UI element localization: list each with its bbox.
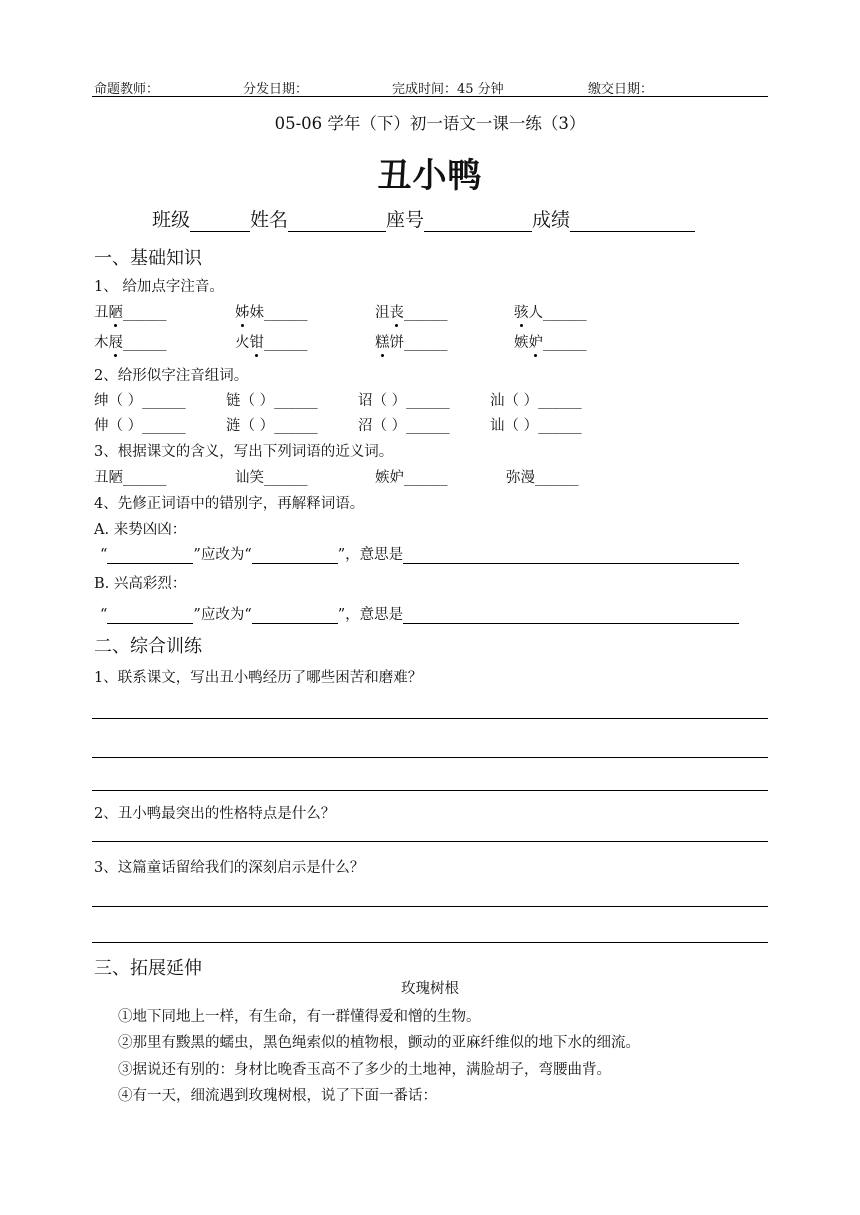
answer-line[interactable] [92, 841, 768, 842]
answer-line[interactable] [92, 942, 768, 943]
passage-title: 玫瑰树根 [401, 981, 459, 997]
q4b-meaning-field[interactable] [403, 605, 739, 624]
q4b-answer-row: “ ”应改为“ ”，意思是 [100, 603, 768, 624]
answer-line[interactable] [92, 757, 768, 758]
q2-item[interactable]: 诏（ ）______ [358, 393, 450, 409]
q4a-meaning-field[interactable] [403, 545, 739, 564]
q2-item[interactable]: 涟（ ）______ [226, 418, 318, 434]
q4-prompt: 4、先修正词语中的错别字，再解释词语。 [94, 496, 365, 512]
q4b-wrong-field[interactable] [107, 605, 193, 624]
q1-item[interactable]: 糕饼______ [375, 335, 448, 351]
name-label: 姓名 [250, 209, 289, 231]
answer-line[interactable] [92, 906, 768, 907]
q3-item[interactable]: 讪笑______ [235, 470, 308, 486]
seat-label: 座号 [386, 209, 425, 231]
q3-item[interactable]: 嫉妒______ [375, 470, 448, 486]
due-date-label: 缴交日期： [588, 82, 654, 97]
q1-item[interactable]: 丑陋______ [94, 305, 167, 321]
section1-heading: 一、基础知识 [94, 248, 202, 269]
q1-item[interactable]: 姊妹______ [235, 305, 308, 321]
q2-prompt: 2、给形似字注音组词。 [94, 368, 249, 384]
q3-item[interactable]: 丑陋______ [94, 470, 167, 486]
header-rule [92, 96, 768, 97]
q1-item[interactable]: 骇人______ [514, 305, 587, 321]
passage-paragraph: ①地下同地上一样，有生命，有一群懂得爱和憎的生物。 [118, 1009, 481, 1025]
s2-q1-prompt: 1、联系课文，写出丑小鸭经历了哪些困苦和磨难？ [94, 670, 423, 686]
time-limit-label: 完成时间：45 分钟 [392, 82, 504, 97]
seat-field[interactable] [424, 213, 532, 232]
q2-item[interactable]: 沼（ ）______ [358, 418, 450, 434]
dotted-char: 钳 [249, 335, 264, 351]
q3-prompt: 3、根据课文的含义，写出下列词语的近义词。 [94, 444, 394, 460]
q2-item[interactable]: 链（ ）______ [226, 393, 318, 409]
dotted-char: 糕 [375, 335, 390, 351]
dotted-char: 屐 [108, 335, 123, 351]
q1-item[interactable]: 木屐______ [94, 335, 167, 351]
q1-item[interactable]: 嫉妒______ [514, 335, 587, 351]
passage-paragraph: ②那里有黢黑的蠕虫，黑色绳索似的植物根，颤动的亚麻纤维似的地下水的细流。 [118, 1035, 640, 1051]
q4a-wrong-field[interactable] [107, 545, 193, 564]
q4b-correct-field[interactable] [252, 605, 338, 624]
q2-item[interactable]: 讪（ ）______ [490, 418, 582, 434]
class-label: 班级 [152, 209, 191, 231]
s2-q2-prompt: 2、丑小鸭最突出的性格特点是什么？ [94, 806, 336, 822]
student-info-row [152, 205, 695, 232]
q2-item[interactable]: 伸（ ）______ [94, 418, 186, 434]
score-field[interactable] [570, 213, 695, 232]
dotted-char: 姊 [235, 305, 250, 321]
name-field[interactable] [288, 213, 386, 232]
section3-heading: 三、拓展延伸 [94, 958, 202, 979]
worksheet-subtitle: 05-06 学年（下）初一语文一课一练（3） [274, 114, 586, 133]
score-label: 成绩 [532, 209, 571, 231]
q1-prompt: 1、 给加点字注音。 [94, 279, 224, 295]
page-title: 丑小鸭 [377, 156, 483, 196]
q4b-label: B. 兴高彩烈： [94, 576, 187, 592]
passage-paragraph: ③据说还有别的：身材比晚香玉高不了多少的土地神，满脸胡子，弯腰曲背。 [118, 1062, 611, 1078]
q2-item[interactable]: 汕（ ）______ [490, 393, 582, 409]
q1-item[interactable]: 火钳______ [235, 335, 308, 351]
dotted-char: 骇 [514, 305, 529, 321]
answer-line[interactable] [92, 718, 768, 719]
passage-paragraph: ④有一天，细流遇到玫瑰树根，说了下面一番话： [118, 1088, 437, 1104]
dotted-char: 丧 [389, 305, 404, 321]
q2-item[interactable]: 绅（ ）______ [94, 393, 186, 409]
dotted-char: 妒 [528, 335, 543, 351]
q4a-answer-row: “ ”应改为“ ”，意思是 [100, 543, 768, 564]
q4a-label: A. 来势凶凶： [94, 522, 187, 538]
q3-item[interactable]: 弥漫______ [506, 470, 579, 486]
q4a-correct-field[interactable] [252, 545, 338, 564]
q1-item[interactable]: 沮丧______ [375, 305, 448, 321]
date-issued-label: 分发日期： [243, 82, 309, 97]
teacher-label: 命题教师： [94, 82, 160, 97]
class-field[interactable] [190, 213, 250, 232]
section2-heading: 二、综合训练 [94, 636, 202, 657]
dotted-char: 陋 [108, 305, 123, 321]
answer-line[interactable] [92, 790, 768, 791]
s2-q3-prompt: 3、这篇童话留给我们的深刻启示是什么？ [94, 860, 365, 876]
